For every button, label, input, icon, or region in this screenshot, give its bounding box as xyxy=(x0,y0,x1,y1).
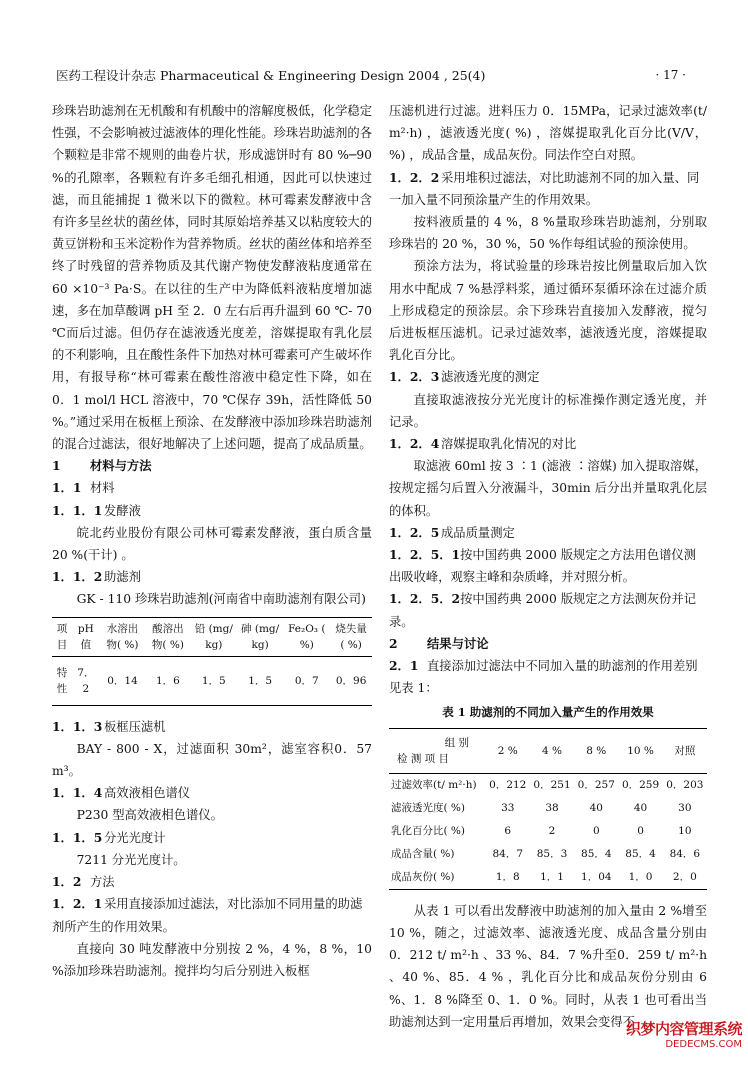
section-title: 发酵液 xyxy=(104,503,141,518)
paragraph-results: 从表 1 可以看出发酵液中助滤剂的加入量由 2 %增至 10 %，随之，过滤效率、滤液透光度、成品含量分别由 0．212 t/ m²·h 、33 %、84．7 %升至0．259 t/ m²·h 、40 %、85．4 % ，乳化百分比和成品灰份分别由 6 %、1．8 %降至 0、1．0 %。同时，从表 1 也可看出当助滤剂达到一定用量后再增加，效果会变得不 xyxy=(389,903,707,1029)
paragraph-intro: 珍珠岩助滤剂在无机酸和有机酸中的溶解度极低，化学稳定性强，不会影响被过滤液体的理化性能。珍珠岩助滤剂的各个颗粒是非常不规则的曲卷片状，形成滤饼时有 80 %─90 %的孔隙率，各颗粒有许多毛细孔相通，因此可以快速过滤，而且能捕捉 1 微米以下的微粒。林可霉素发酵液中含有许多呈丝状的菌丝体，同时其原始培养基又以粘度较大的黄豆饼粉和玉米淀粉作为营养物质。丝状的菌丝体和培养至终了时残留的营养物质及其代谢产物使发酵液粘度通常在 60 ×10⁻³ Pa·S。在以往的生产中为降低料液粘度增加滤速，多在加草酸调 pH 至 2．0 左右后再升温到 60 ℃- 70 ℃而后过滤。但仍存在滤液透光度差，溶媒提取有乳化层的不利影响，且在酸性条件下加热对林可霉素可产生破坏作用，有报导称“林可霉素在酸性溶液中稳定性下降，如在0．1 mol/l HCL 溶液中，70 ℃保存 39h，活性降低 50 %。”通过采用在板框上预涂、在发酵液中添加珍珠岩助滤剂的混合过滤法，很好地解决了上述问题，提高了成品质量。 xyxy=(52,104,372,452)
journal-header: 医药工程设计杂志 Pharmaceutical & Engineering Design 2004 , 25(4) xyxy=(56,68,486,83)
table-cell: 0．14 xyxy=(107,674,138,687)
section-number: 1．2．1 xyxy=(52,896,103,912)
table-cell: 84．6 xyxy=(669,848,701,861)
paragraph-method-1-cont: 压滤机进行过滤。进料压力 0．15MPa，记录过滤效率(t/ m²·h) ，滤液透光度( %) ，溶媒提取乳化百分比(V/V，%) ，成品含量，成品灰份。同法作空白对照。 xyxy=(389,104,707,163)
paragraph-press: BAY - 800 - X，过滤面积 30m²，滤室容积0．57 m³。 xyxy=(52,741,372,779)
table-cell: 40 xyxy=(633,802,648,815)
section-title: 助滤剂 xyxy=(104,570,141,585)
table-cell: 84．7 xyxy=(492,848,524,861)
paragraph-method-1: 直接向 30 吨发酵液中分别按 2 %，4 %，8 %，10 %添加珍珠岩助滤剂。搅拌均匀后分别进入板框 xyxy=(52,941,372,978)
corner-label-group: 组 别 xyxy=(444,736,469,749)
table-header-cell: 8 % xyxy=(574,728,618,773)
row-label: 成品含量( %) xyxy=(391,848,455,861)
table-row xyxy=(389,820,707,843)
table-cell: 0．251 xyxy=(533,779,571,792)
table-cell: 85．3 xyxy=(536,848,568,861)
row-label: 过滤效率(t/ m²·h) xyxy=(391,779,477,792)
table-cell: 1．0 xyxy=(628,871,653,884)
table-cell: 0 xyxy=(637,825,644,838)
table-header-cell: 项目 xyxy=(52,617,72,656)
table-cell: 2 xyxy=(548,825,556,838)
section-title: 结果与讨论 xyxy=(427,635,489,651)
watermark-text: 织梦内容管理系统 xyxy=(625,1020,742,1038)
section-number: 1．2．5 xyxy=(389,524,440,540)
table-header-cell: 烧失量 ( %) xyxy=(330,617,372,656)
section-2-heading xyxy=(389,633,707,655)
section-title: 溶媒提取乳化情况的对比 xyxy=(441,437,577,452)
results-table xyxy=(389,728,707,890)
section-number: 1．2．5．1 xyxy=(389,547,461,563)
right-column xyxy=(389,100,707,1033)
section-1-heading xyxy=(52,455,372,477)
row-label: 滤液透光度( %) xyxy=(391,802,466,815)
table-header-cell: pH 值 xyxy=(72,617,100,656)
table-cell: 0．257 xyxy=(577,779,615,792)
section-number: 1．1．3 xyxy=(52,718,103,734)
table-header-cell: 砷 (mg/ kg) xyxy=(237,617,283,656)
row-label: 成品灰份( %) xyxy=(391,871,455,884)
table-caption: 表 1 助滤剂的不同加入量产生的作用效果 xyxy=(442,705,654,720)
section-1-2-heading xyxy=(52,871,372,893)
section-title: 成品质量测定 xyxy=(441,525,515,540)
section-number: 2．1 xyxy=(389,658,419,674)
table-cell: 0 xyxy=(592,825,600,838)
section-number: 1．2 xyxy=(52,874,82,890)
section-1-2-4-heading xyxy=(389,433,707,455)
section-1-2-3-heading xyxy=(389,366,707,388)
section-1-1-3-heading xyxy=(52,716,372,738)
section-number: 1．1．5 xyxy=(52,829,103,845)
section-title: 滤液透光度的测定 xyxy=(441,370,540,385)
table-cell: 10 xyxy=(678,825,692,838)
section-title: 采用直接添加过滤法，对比添加不同用量的助滤剂所产生的作用效果。 xyxy=(52,897,363,934)
table-header-cell: 水溶出物( %) xyxy=(100,617,145,656)
paragraph-emulsion: 取滤液 60ml 按 3 ∶1 (滤液 ∶溶媒) 加入提取溶媒，按规定摇匀后置入分液漏斗，30min 后分出并量取乳化层的体积。 xyxy=(389,459,707,518)
section-number: 1．2．4 xyxy=(389,436,440,452)
section-1-1-1-heading xyxy=(52,500,372,522)
paragraph-spectro: 7211 分光光度计。 xyxy=(76,852,186,867)
table-row xyxy=(389,866,707,890)
table-cell: 0．212 xyxy=(489,779,527,792)
paragraph-filter-aid: GK - 110 珍珠岩助滤剂(河南省中南助滤剂有限公司) xyxy=(76,592,366,607)
table-cell: 85．4 xyxy=(625,848,656,861)
table-cell: 1．6 xyxy=(155,674,180,687)
table-cell: 1．1 xyxy=(540,871,564,884)
paragraph-transmittance: 直接取滤液按分光光度计的标准操作测定透光度，并记录。 xyxy=(389,392,707,429)
section-1-1-4-heading xyxy=(52,782,372,804)
table-header-cell: 4 % xyxy=(530,728,574,773)
table-cell: 1．5 xyxy=(248,674,273,687)
paragraph-broth: 皖北药业股份有限公司林可霉素发酵液，蛋白质含量 20 %(干计) 。 xyxy=(52,525,372,563)
section-2-1-heading xyxy=(389,655,707,699)
paragraph-method-2b: 预涂方法为，将试验量的珍珠岩按比例量取后加入饮用水中配成 7 %悬浮料浆，通过循环泵循环涂在过滤介质上形成稳定的预涂层。余下珍珠岩直接加入发酵液，搅匀后进板框压滤机。记录过滤效率，滤液透光度，溶媒提取乳化百分比。 xyxy=(389,259,707,363)
table-cell: 0．259 xyxy=(621,779,660,792)
section-1-1-heading xyxy=(52,477,372,499)
section-title: 按中国药典 2000 版规定之方法用色谱仪测出吸收峰，观察主峰和杂质峰，并对照分析。 xyxy=(389,548,696,585)
section-1-2-1-heading xyxy=(52,893,372,937)
table-cell: 38 xyxy=(545,802,559,815)
section-number: 1．1．2 xyxy=(52,569,103,585)
paragraph-method-2a: 按料液质量的 4 %，8 %量取珍珠岩助滤剂，分别取珍珠岩的 20 %，30 %，50 %作每组试验的预涂使用。 xyxy=(389,215,707,252)
table-cell: 1．5 xyxy=(201,674,226,687)
watermark-url: DEDECMS.COM xyxy=(665,1039,742,1050)
section-title: 方法 xyxy=(90,875,115,890)
section-1-2-5-heading xyxy=(389,522,707,544)
table-row xyxy=(52,656,372,705)
table-corner-cell xyxy=(389,728,486,773)
table-header-cell: 对照 xyxy=(663,728,707,773)
table-row xyxy=(389,843,707,866)
table-cell: 0．96 xyxy=(335,674,367,687)
row-label: 乳化百分比( %) xyxy=(391,825,466,838)
filter-aid-spec-table xyxy=(52,617,372,706)
table-cell: 特性 xyxy=(56,666,68,695)
table-cell: 30 xyxy=(678,802,692,815)
left-column xyxy=(52,100,372,982)
table-header-cell: 铅 (mg/ kg) xyxy=(191,617,237,656)
section-title: 按中国药典 2000 版规定之方法测灰份并记录。 xyxy=(389,592,696,629)
section-1-1-2-heading xyxy=(52,566,372,588)
corner-label-item: 检 测 项 目 xyxy=(397,752,450,765)
table-cell: 40 xyxy=(589,802,603,815)
section-title: 高效液相色谱仪 xyxy=(104,786,191,801)
section-number: 1 xyxy=(52,458,61,474)
table-cell: 7．2 xyxy=(77,666,95,695)
section-number: 1．1．1 xyxy=(52,502,103,518)
table-cell: 1．04 xyxy=(581,871,612,884)
table-row xyxy=(389,773,707,797)
section-title: 材料与方法 xyxy=(90,458,152,474)
table-cell: 0．7 xyxy=(294,674,319,687)
section-1-2-5-2-heading xyxy=(389,588,707,632)
section-1-2-5-1-heading xyxy=(389,544,707,588)
section-number: 1．2．5．2 xyxy=(389,591,461,607)
section-number: 1．2．3 xyxy=(389,369,440,385)
section-title: 材料 xyxy=(90,481,115,496)
section-number: 1．1 xyxy=(52,480,82,496)
paragraph-hplc: P230 型高效液相色谱仪。 xyxy=(76,808,223,823)
table-cell: 6 xyxy=(504,825,512,838)
section-title: 分光光度计 xyxy=(104,830,166,845)
table-header-cell: Fe₂O₃ ( %) xyxy=(283,617,330,656)
section-title: 直接添加过滤法中不同加入量的助滤剂的作用差别见表 1： xyxy=(389,659,698,696)
table-cell: 0．203 xyxy=(666,779,704,792)
section-1-2-2-heading xyxy=(389,167,707,211)
section-title: 板框压滤机 xyxy=(104,719,166,734)
watermark-logo xyxy=(602,1018,742,1062)
section-title: 采用堆积过滤法，对比助滤剂不同的加入量、同一加入量不同预涂量产生的作用效果。 xyxy=(389,170,700,207)
section-1-1-5-heading xyxy=(52,827,372,849)
table-cell: 2．0 xyxy=(672,871,697,884)
table-header-cell: 2 % xyxy=(486,728,530,773)
table-cell: 85．4 xyxy=(581,848,612,861)
table-header-cell: 10 % xyxy=(618,728,662,773)
table-cell: 1．8 xyxy=(495,871,520,884)
section-number: 2 xyxy=(389,635,398,651)
table-row xyxy=(389,797,707,820)
table-cell: 33 xyxy=(501,802,515,815)
section-number: 1．1．4 xyxy=(52,785,103,801)
section-number: 1．2．2 xyxy=(389,169,440,185)
page-number: · 17 · xyxy=(655,68,686,82)
table-header-cell: 酸溶出物( %) xyxy=(145,617,190,656)
